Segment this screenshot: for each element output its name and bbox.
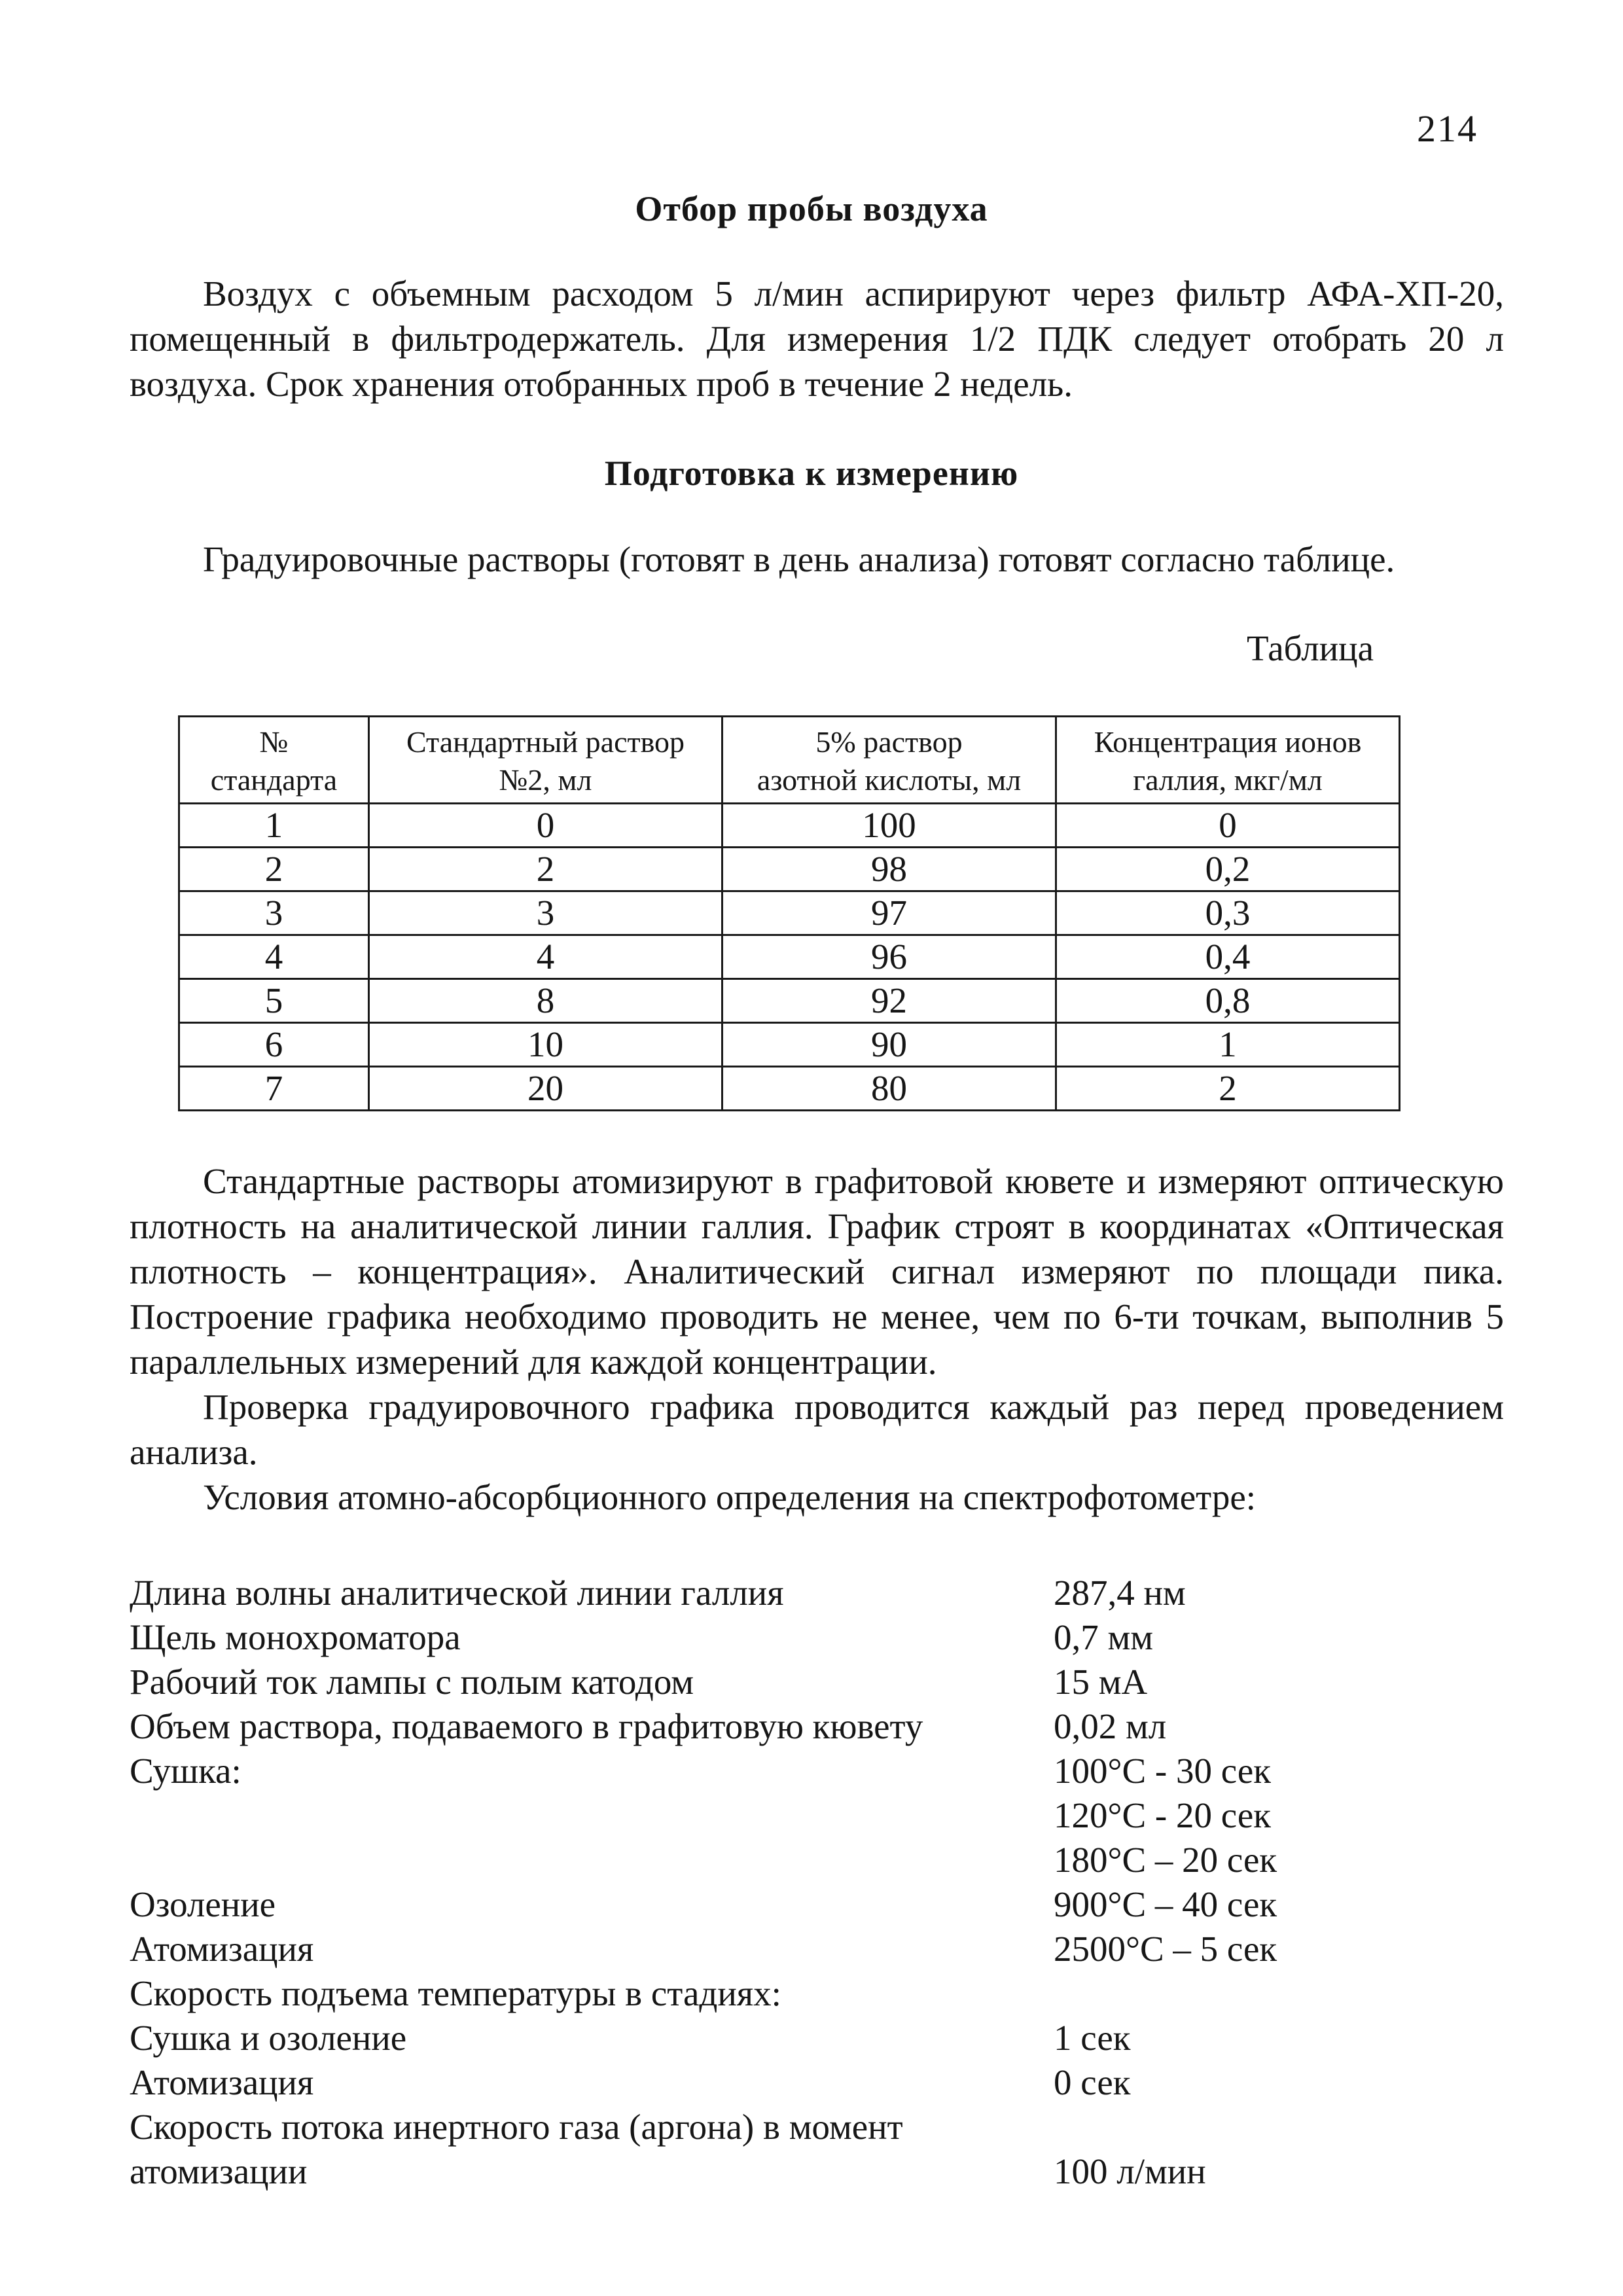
- condition-ramp-drying-ashing: [130, 2016, 1504, 2060]
- cell-standard-number: 1: [179, 804, 369, 848]
- condition-value: 0,02 мл: [1054, 1706, 1167, 1746]
- calibration-check-paragraph: Проверка градуировочного графика проводится каждый раз перед проведением анализа.: [130, 1387, 1504, 1472]
- measurement-paragraph: Стандартные растворы атомизируют в графитовой кювете и измеряют оптическую плотность на аналитической линии галлия. График строят в координатах «Оптическая плотность – концентрация». Аналитический сигнал измеряют по площади пика. Построение графика необходимо проводить не менее, чем по 6-ти точкам, выполнив 5 параллельных измерений для каждой концентрации.: [130, 1161, 1504, 1382]
- measurement-description: [130, 1158, 1504, 1520]
- table-row: [179, 1067, 1400, 1111]
- calibration-table: [178, 715, 1400, 1111]
- condition-value: 1 сек: [1054, 2018, 1131, 2058]
- condition-wavelength: [130, 1571, 1504, 1615]
- table-row: [179, 891, 1400, 935]
- condition-value: 0,7 мм: [1054, 1617, 1154, 1657]
- cell-standard-number: 5: [179, 979, 369, 1023]
- condition-value: 120°С - 20 сек: [1054, 1795, 1271, 1835]
- condition-ramp-atomization: [130, 2060, 1504, 2105]
- condition-lamp-current: [130, 1660, 1504, 1704]
- condition-label: Озоление: [130, 1884, 276, 1924]
- header-standard-solution: Стандартный раствор №2, мл: [369, 717, 722, 804]
- cell-standard-number: 6: [179, 1023, 369, 1067]
- condition-drying: [130, 1749, 1504, 1793]
- cell-gallium-concentration: 2: [1056, 1067, 1400, 1111]
- condition-atomization: [130, 1927, 1504, 1971]
- condition-label: Скорость потока инертного газа (аргона) в момент атомизации: [130, 2107, 903, 2191]
- header-standard-number: № стандарта: [179, 717, 369, 804]
- preparation-intro-text: Градуировочные растворы (готовят в день анализа) готовят согласно таблице.: [203, 539, 1395, 579]
- header-gallium-concentration: Концентрация ионов галлия, мкг/мл: [1056, 717, 1400, 804]
- cell-nitric-acid: 97: [722, 891, 1056, 935]
- condition-label: Скорость подъема температуры в стадиях:: [130, 1973, 781, 2013]
- condition-drying-step-3: [130, 1838, 1504, 1882]
- condition-ramp-heading: [130, 1971, 1504, 2016]
- table-row: [179, 848, 1400, 891]
- cell-standard-number: 4: [179, 935, 369, 979]
- section-title-air-sampling: Отбор пробы воздуха: [635, 189, 988, 228]
- cell-standard-number: 3: [179, 891, 369, 935]
- section-title-preparation: Подготовка к измерению: [604, 454, 1019, 493]
- condition-gas-flow: [130, 2105, 1504, 2194]
- condition-label: Объем раствора, подаваемого в графитовую кювету: [130, 1706, 923, 1746]
- condition-label: Атомизация: [130, 1929, 314, 1969]
- cell-gallium-concentration: 0,2: [1056, 848, 1400, 891]
- table-header-row: [179, 717, 1400, 804]
- table-row: [179, 1023, 1400, 1067]
- cell-nitric-acid: 100: [722, 804, 1056, 848]
- condition-value: 900°С – 40 сек: [1054, 1884, 1277, 1924]
- cell-standard-solution: 0: [369, 804, 722, 848]
- cell-nitric-acid: 90: [722, 1023, 1056, 1067]
- condition-value: 15 мА: [1054, 1662, 1148, 1702]
- condition-value: 100°С - 30 сек: [1054, 1751, 1271, 1791]
- table-row: [179, 979, 1400, 1023]
- cell-standard-solution: 2: [369, 848, 722, 891]
- table-row: [179, 804, 1400, 848]
- condition-slit: [130, 1615, 1504, 1660]
- condition-volume: [130, 1704, 1504, 1749]
- cell-nitric-acid: 98: [722, 848, 1056, 891]
- cell-standard-solution: 8: [369, 979, 722, 1023]
- table-row: [179, 935, 1400, 979]
- condition-label: Щель монохроматора: [130, 1617, 461, 1657]
- cell-nitric-acid: 96: [722, 935, 1056, 979]
- cell-standard-solution: 3: [369, 891, 722, 935]
- condition-label: Атомизация: [130, 2062, 314, 2102]
- cell-gallium-concentration: 0,3: [1056, 891, 1400, 935]
- table-label: Таблица: [1247, 628, 1374, 668]
- condition-value: 180°С – 20 сек: [1054, 1840, 1277, 1880]
- condition-value: 2500°С – 5 сек: [1054, 1929, 1277, 1969]
- header-nitric-acid: 5% раствор азотной кислоты, мл: [722, 717, 1056, 804]
- instrument-conditions: [130, 1571, 1504, 2194]
- cell-gallium-concentration: 1: [1056, 1023, 1400, 1067]
- cell-gallium-concentration: 0,4: [1056, 935, 1400, 979]
- condition-label: Сушка:: [130, 1751, 241, 1791]
- condition-drying-step-2: [130, 1793, 1504, 1838]
- condition-label: Сушка и озоление: [130, 2018, 407, 2058]
- cell-standard-solution: 10: [369, 1023, 722, 1067]
- cell-nitric-acid: 92: [722, 979, 1056, 1023]
- cell-nitric-acid: 80: [722, 1067, 1056, 1111]
- air-sampling-paragraph: [130, 271, 1504, 406]
- condition-value: 100 л/мин: [1054, 2151, 1206, 2191]
- condition-value: 287,4 нм: [1054, 1573, 1186, 1613]
- condition-label: Рабочий ток лампы с полым катодом: [130, 1662, 694, 1702]
- conditions-intro: Условия атомно-абсорбционного определения на спектрофотометре:: [203, 1477, 1257, 1517]
- cell-standard-solution: 4: [369, 935, 722, 979]
- cell-gallium-concentration: 0,8: [1056, 979, 1400, 1023]
- cell-standard-number: 2: [179, 848, 369, 891]
- air-sampling-text: Воздух с объемным расходом 5 л/мин аспирируют через фильтр АФА-ХП-20, помещенный в фильтродержатель. Для измерения 1/2 ПДК следует отобрать 20 л воздуха. Срок хранения отобранных проб в течение 2 недель.: [130, 274, 1504, 404]
- cell-standard-number: 7: [179, 1067, 369, 1111]
- condition-ashing: [130, 1882, 1504, 1927]
- page-number: 214: [1417, 107, 1478, 150]
- condition-label: Длина волны аналитической линии галлия: [130, 1573, 784, 1613]
- condition-value: 0 сек: [1054, 2062, 1131, 2102]
- cell-standard-solution: 20: [369, 1067, 722, 1111]
- cell-gallium-concentration: 0: [1056, 804, 1400, 848]
- preparation-intro: [130, 537, 1504, 582]
